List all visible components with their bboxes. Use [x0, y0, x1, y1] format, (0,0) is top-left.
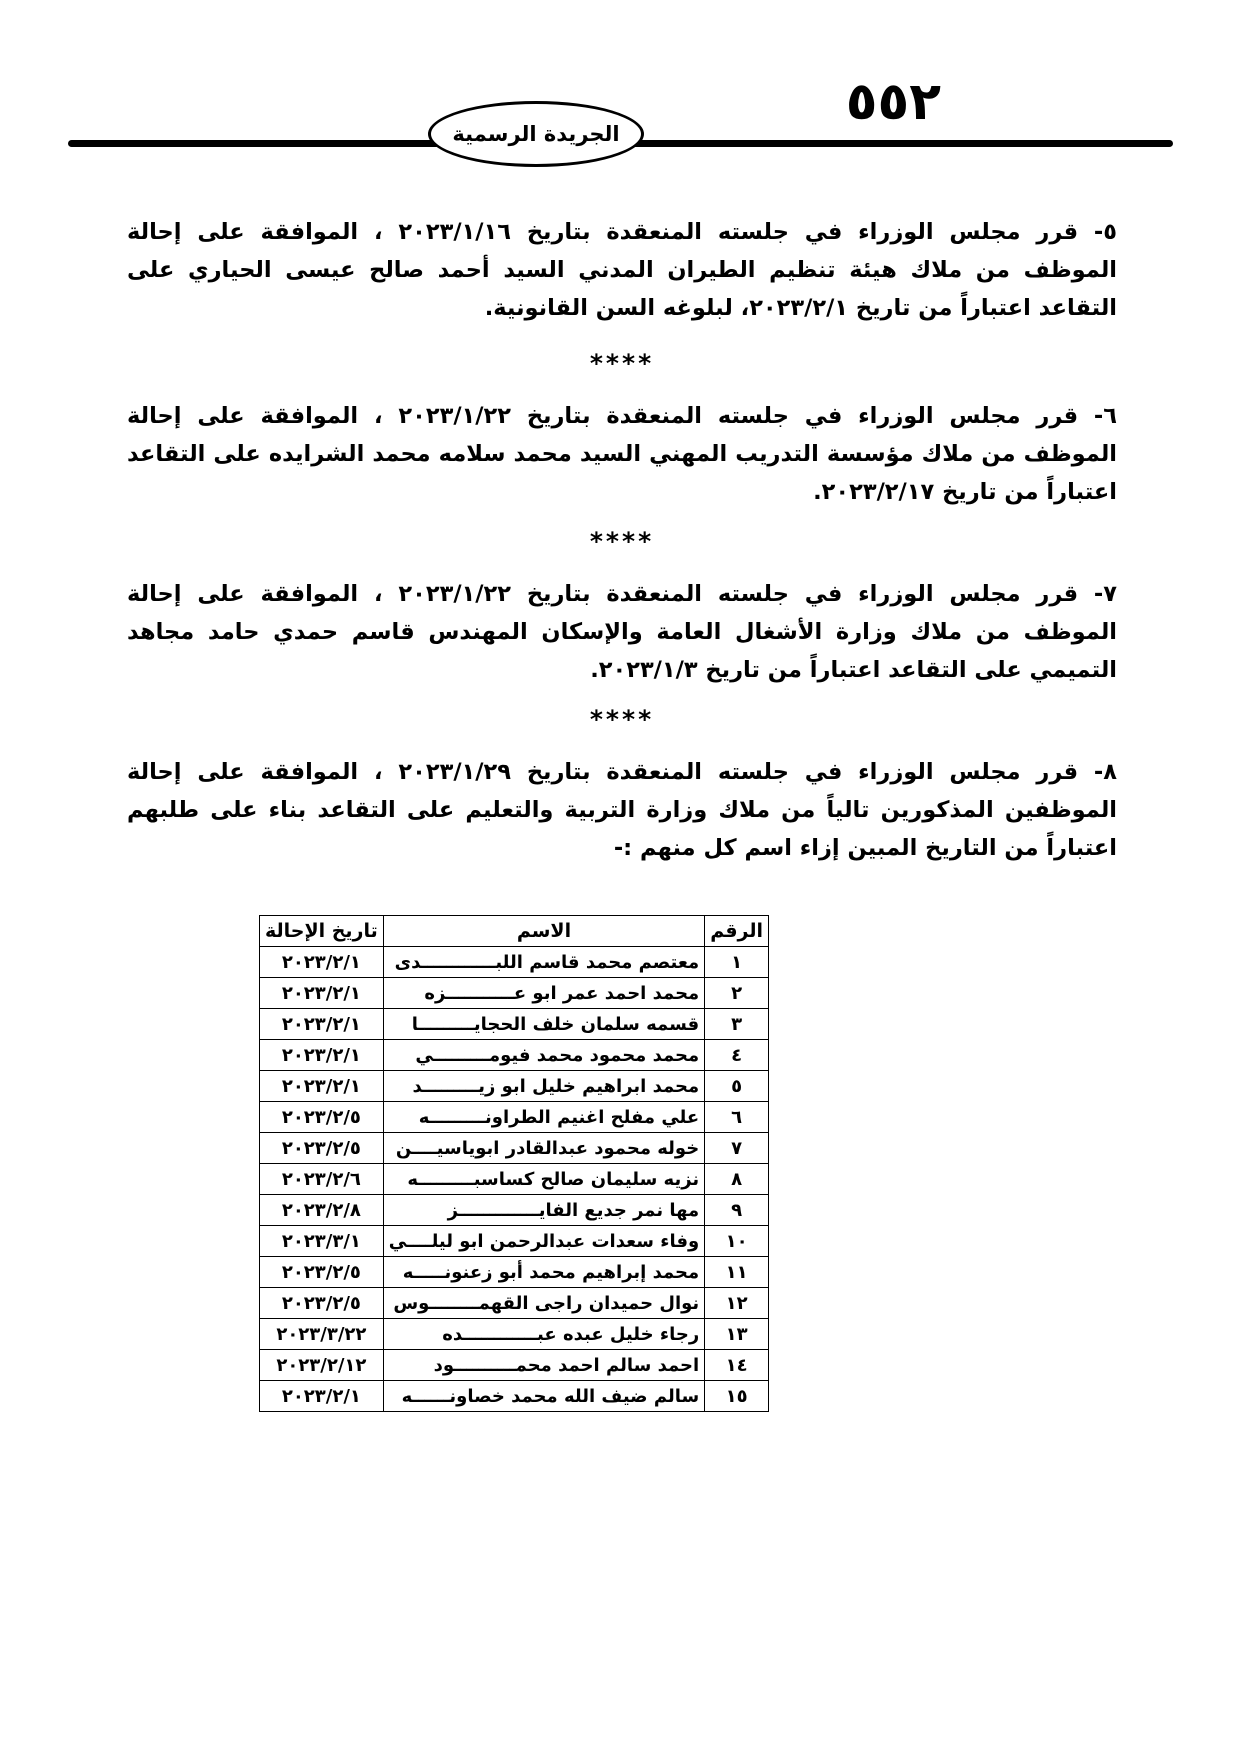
table-row: [259, 1195, 768, 1226]
table-row: [259, 1226, 768, 1257]
cell-name: سالم ضيف الله محمد خصاونــــــه: [383, 1381, 704, 1412]
cell-number: ٦: [705, 1102, 769, 1133]
page-number: ٥٥٢: [845, 72, 941, 132]
paragraph-number: ٦-: [1093, 403, 1117, 429]
gazette-title-badge: [428, 101, 644, 167]
cell-name: رجاء خليل عبده عبــــــــــــده: [383, 1319, 704, 1350]
retirement-table: [259, 915, 769, 1412]
cell-number: ٢: [705, 978, 769, 1009]
section-separator: ****: [589, 527, 655, 556]
cell-number: ٧: [705, 1133, 769, 1164]
cell-name: نوال حميدان راجى القهمــــــــوس: [383, 1288, 704, 1319]
cell-number: ١٥: [705, 1381, 769, 1412]
table-header-row: [259, 916, 768, 947]
table-row: [259, 1288, 768, 1319]
table-row: [259, 1102, 768, 1133]
decree-paragraph-7: [127, 575, 1117, 689]
cell-number: ١٤: [705, 1350, 769, 1381]
gazette-title: الجريدة الرسمية: [452, 122, 620, 146]
table-row: [259, 1040, 768, 1071]
cell-number: ٤: [705, 1040, 769, 1071]
table-row: [259, 1071, 768, 1102]
cell-date: ٢٠٢٣/٢/١: [259, 1040, 383, 1071]
table-row: [259, 947, 768, 978]
cell-name: وفاء سعدات عبدالرحمن ابو ليلــــي: [383, 1226, 704, 1257]
cell-date: ٢٠٢٣/٢/٥: [259, 1288, 383, 1319]
cell-number: ٥: [705, 1071, 769, 1102]
cell-number: ٩: [705, 1195, 769, 1226]
paragraph-text: قرر مجلس الوزراء في جلسته المنعقدة بتاريخ ٢٠٢٣/١/١٦ ، الموافقة على إحالة الموظف من ملاك هيئة تنظيم الطيران المدني السيد أحمد صالح عيسى الحياري على التقاعد اعتباراً من تاريخ ٢٠٢٣/٢/١، لبلوغه السن القانونية.: [127, 219, 1117, 321]
cell-date: ٢٠٢٣/٢/١٢: [259, 1350, 383, 1381]
cell-date: ٢٠٢٣/٢/١: [259, 1071, 383, 1102]
decree-paragraph-8: [127, 753, 1117, 867]
cell-name: محمد احمد عمر ابو عـــــــــــزه: [383, 978, 704, 1009]
cell-name: مها نمر جديع الفايـــــــــــــز: [383, 1195, 704, 1226]
cell-name: نزيه سليمان صالح كساسبـــــــــه: [383, 1164, 704, 1195]
cell-number: ٨: [705, 1164, 769, 1195]
table-row: [259, 1319, 768, 1350]
paragraph-text: قرر مجلس الوزراء في جلسته المنعقدة بتاريخ ٢٠٢٣/١/٢٢ ، الموافقة على إحالة الموظف من ملاك مؤسسة التدريب المهني السيد محمد سلامه محمد الشرايده على التقاعد اعتباراً من تاريخ ٢٠٢٣/٢/١٧.: [127, 403, 1117, 505]
cell-name: احمد سالم احمد محمــــــــــود: [383, 1350, 704, 1381]
cell-name: علي مفلح اغنيم الطراونـــــــــه: [383, 1102, 704, 1133]
cell-date: ٢٠٢٣/٢/٥: [259, 1102, 383, 1133]
section-separator: ****: [589, 349, 655, 378]
cell-date: ٢٠٢٣/٢/٨: [259, 1195, 383, 1226]
cell-number: ١١: [705, 1257, 769, 1288]
table-row: [259, 978, 768, 1009]
table-row: [259, 1133, 768, 1164]
header-number: الرقم: [705, 916, 769, 947]
paragraph-number: ٨-: [1093, 759, 1117, 785]
paragraph-text: قرر مجلس الوزراء في جلسته المنعقدة بتاريخ ٢٠٢٣/١/٢٩ ، الموافقة على إحالة الموظفين المذكورين تالياً من ملاك وزارة التربية والتعليم على التقاعد بناء على طلبهم اعتباراً من التاريخ المبين إزاء اسم كل منهم :-: [127, 759, 1117, 861]
cell-name: محمد محمود محمد فيومـــــــــي: [383, 1040, 704, 1071]
header-referral-date: تاريخ الإحالة: [259, 916, 383, 947]
cell-name: محمد ابراهيم خليل ابو زيـــــــــد: [383, 1071, 704, 1102]
cell-date: ٢٠٢٣/٣/٢٢: [259, 1319, 383, 1350]
table-row: [259, 1164, 768, 1195]
paragraph-number: ٧-: [1093, 581, 1117, 607]
cell-date: ٢٠٢٣/٢/١: [259, 1381, 383, 1412]
cell-name: معتصم محمد قاسم اللبــــــــــــدى: [383, 947, 704, 978]
cell-date: ٢٠٢٣/٢/١: [259, 978, 383, 1009]
cell-number: ٣: [705, 1009, 769, 1040]
decree-paragraph-6: [127, 397, 1117, 511]
table-row: [259, 1009, 768, 1040]
cell-date: ٢٠٢٣/٢/٥: [259, 1257, 383, 1288]
cell-date: ٢٠٢٣/٣/١: [259, 1226, 383, 1257]
cell-number: ١٣: [705, 1319, 769, 1350]
paragraph-text: قرر مجلس الوزراء في جلسته المنعقدة بتاريخ ٢٠٢٣/١/٢٢ ، الموافقة على إحالة الموظف من ملاك وزارة الأشغال العامة والإسكان المهندس قاسم حمدي حامد مجاهد التميمي على التقاعد اعتباراً من تاريخ ٢٠٢٣/١/٣.: [127, 581, 1117, 683]
section-separator: ****: [589, 705, 655, 734]
table-row: [259, 1381, 768, 1412]
cell-date: ٢٠٢٣/٢/٥: [259, 1133, 383, 1164]
table-row: [259, 1350, 768, 1381]
cell-date: ٢٠٢٣/٢/٦: [259, 1164, 383, 1195]
cell-name: خوله محمود عبدالقادر ابوياسيــــن: [383, 1133, 704, 1164]
table-row: [259, 1257, 768, 1288]
paragraph-number: ٥-: [1093, 219, 1117, 245]
cell-date: ٢٠٢٣/٢/١: [259, 947, 383, 978]
header-name: الاسم: [383, 916, 704, 947]
cell-number: ١٢: [705, 1288, 769, 1319]
decree-paragraph-5: [127, 213, 1117, 327]
cell-date: ٢٠٢٣/٢/١: [259, 1009, 383, 1040]
document-content: [127, 205, 1117, 1412]
cell-name: قسمه سلمان خلف الحجايـــــــــا: [383, 1009, 704, 1040]
cell-number: ١: [705, 947, 769, 978]
cell-number: ١٠: [705, 1226, 769, 1257]
cell-name: محمد إبراهيم محمد أبو زعنونـــــه: [383, 1257, 704, 1288]
